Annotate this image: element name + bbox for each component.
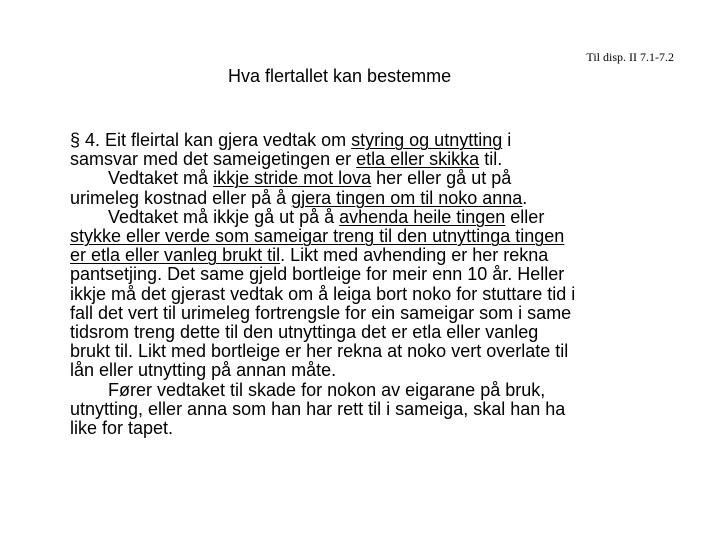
document-reference: Til disp. II 7.1-7.2 <box>586 50 674 64</box>
paragraph-2-line-2: urimeleg kostnad eller på å gjera tingen om til noko anna. <box>70 187 528 208</box>
paragraph-4-line-2: utnytting, eller anna som han har rett til i sameiga, skal han ha <box>70 398 566 419</box>
paragraph-4-line-1: Fører vedtaket til skade for nokon av eigarane på bruk, <box>108 379 546 400</box>
paragraph-3-line-5: ikkje må det gjerast vedtak om å leiga bort noko for stuttare tid i <box>70 283 576 304</box>
paragraph-3-line-9: lån eller utnytting på annan måte. <box>70 360 337 381</box>
underlined-term: etla eller skikka <box>356 149 480 170</box>
paragraph-3-line-1: Vedtaket må ikkje gå ut på å avhenda heile tingen eller <box>108 206 545 227</box>
paragraph-3-line-8: brukt til. Likt med bortleige er her rekna at noko vert overlate til <box>70 341 569 362</box>
underlined-term: styring og utnytting <box>351 130 503 150</box>
paragraph-1-line-2: samsvar med det sameigetingen er etla eller skikka til. <box>70 149 503 170</box>
paragraph-3-line-3: er etla eller vanleg brukt til. Likt med avhending er her rekna <box>70 245 549 266</box>
underlined-term: avhenda heile tingen <box>339 206 506 227</box>
page-title: Hva flertallet kan bestemme <box>228 66 452 86</box>
underlined-term: ikkje stride mot lova <box>213 168 372 189</box>
paragraph-3-line-2 <box>70 227 685 246</box>
underlined-term: stykke eller verde som sameigar treng til den utnyttinga tingen <box>70 226 565 247</box>
paragraph-3-line-6: fall det vert til urimeleg fortrengsle for ein sameigar som i same <box>70 302 572 323</box>
paragraph-3-line-4: pantsetjing. Det same gjeld bortleige for meir enn 10 år. Heller <box>70 264 565 285</box>
paragraph-3-line-7: tidsrom treng dette til den utnyttinga det er etla eller vanleg <box>70 322 539 343</box>
underlined-term: gjera tingen om til noko anna <box>291 187 523 208</box>
paragraph-1-line-1: § 4. Eit fleirtal kan gjera vedtak om styring og utnytting i <box>70 130 512 150</box>
paragraph-4-line-3: like for tapet. <box>70 418 174 439</box>
underlined-term: er etla eller vanleg brukt til <box>70 245 281 266</box>
paragraph-2-line-1: Vedtaket må ikkje stride mot lova her eller gå ut på <box>108 168 512 189</box>
law-text <box>70 131 685 438</box>
